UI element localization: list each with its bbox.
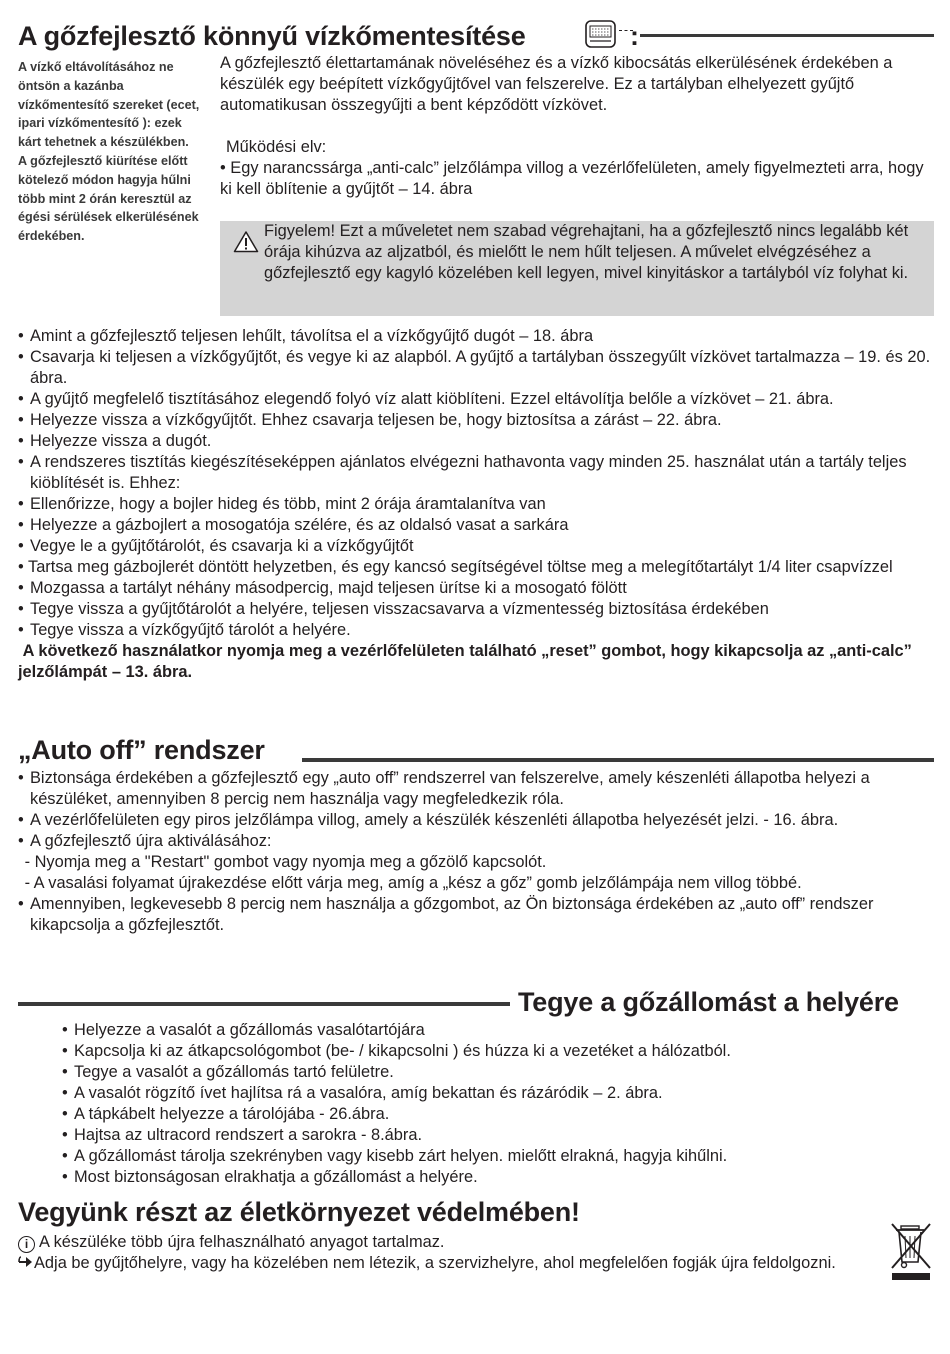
environment-line-2 (18, 1253, 888, 1274)
list-item-tilt: • Tartsa meg gázbojlerét döntött helyzetben, és egy kancsó segítségével töltse meg a melegítőtartályt 1/4 liter csapvízzel (18, 558, 893, 576)
list-item: • Amint a gőzfejlesztő teljesen lehűlt, távolítsa el a vízkőgyűjtő dugót – 18. ábra (18, 326, 938, 347)
storage-list (62, 1020, 922, 1188)
auto-off-body (18, 768, 938, 936)
list-item: • Amennyiben, legkevesebb 8 percig nem használja a gőzgombot, az Ön biztonsága érdekében az „auto off” rendszer kikapcsolja a gőzfejlesztőt. (18, 894, 938, 936)
principle-label: Működési elv: (226, 138, 327, 156)
environment-line-2-text: Adja be gyűjtőhelyre, vagy ha közelében nem létezik, a szervizhelyre, ahol megfelelően fogják újra feldolgozni. (34, 1254, 836, 1272)
list-item: • Helyezze a vasalót a gőzállomás vasalótartójára (62, 1020, 922, 1041)
list-item: • Kapcsolja ki az átkapcsológombot (be- / kikapcsolni ) és húzza ki a vezetéket a hálózatból. (62, 1041, 922, 1062)
principle-item (220, 158, 938, 200)
environment-line-1-text: A készüléke több újra felhasználható anyagot tartalmaz. (39, 1233, 445, 1251)
storage-body (62, 1020, 922, 1188)
list-item: • A gőzállomást tárolja szekrényben vagy kisebb zárt helyen. mielőtt elrakná, hagyja kihűlni. (62, 1146, 922, 1167)
sidebar-note (18, 58, 208, 246)
list-item: • Biztonsága érdekében a gőzfejlesztő egy „auto off” rendszerrel van felszerelve, amely készenléti állapotba helyezi a készüléket, amennyiben 8 percig nem használja vagy megfeledkezik róla. (18, 768, 938, 810)
crossed-out-bin-icon (888, 1222, 934, 1282)
list-item: • Vegye le a gyűjtőtárolót, és csavarja ki a vízkőgyűjtőt (18, 536, 938, 557)
section-title-storage: Tegye a gőzállomást a helyére (518, 987, 899, 1017)
environment-line-1 (18, 1232, 888, 1253)
dash-item-wait: - A vasalási folyamat újrakezdése előtt várja meg, amíg a „kész a gőz” gomb jelzőlámpája nem villog többé. (20, 874, 802, 892)
dash-item-restart: - Nyomja meg a "Restart" gombot vagy nyomja meg a gőzölő kapcsolót. (20, 853, 547, 871)
list-item: • Hajtsa az ultracord rendszert a sarokra - 8.ábra. (62, 1125, 922, 1146)
list-item: • Ellenőrizze, hogy a bojler hideg és több, mint 2 órája áramtalanítva van (18, 494, 938, 515)
list-item: • Tegye vissza a gyűjtőtárolót a helyére, teljesen visszacsavarva a vízmentesség biztosítása érdekében (18, 599, 938, 620)
info-circle-icon: i (18, 1236, 35, 1253)
descale-steps (18, 326, 938, 683)
list-item: • A vasalót rögzítő ívet hajlítsa rá a vasalóra, amíg bekattan és rázáródik – 2. ábra. (62, 1083, 922, 1104)
list-item: • Mozgassa a tartályt néhány másodpercig, majd teljesen ürítse ki a mosogató fölött (18, 578, 938, 599)
reset-note: A következő használatkor nyomja meg a vezérlőfelületen található „reset” gombot, hogy kikapcsolja az „anti-calc” jelzőlámpát – 13. ábra. (18, 642, 917, 681)
warning-text: Figyelem! Ezt a műveletet nem szabad végrehajtani, ha a gőzfejlesztő nincs legalább két órája kihúzva az aljzatból, és mielőtt le nem hűlt teljesen. A művelet elvégzéséhez a gőzfejlesztő egy kagyló közelében kell legyen, mivel kinyitáskor a tartályból víz folyhat ki. (264, 222, 909, 282)
auto-off-rule (302, 758, 934, 762)
intro-paragraph (220, 53, 938, 200)
list-item: • Most biztonságosan elrakhatja a gőzállomást a helyére. (62, 1167, 922, 1188)
principle-item-text: • Egy narancssárga „anti-calc” jelzőlámpa villog a vezérlőfelületen, amely figyelmezteti arra, hogy ki kell öblítenie a gyűjtőt – 14. ábra (220, 159, 924, 198)
list-item: • A vezérlőfelületen egy piros jelzőlámpa villog, amely a készülék készenléti állapotba helyezését jelzi. - 16. ábra. (18, 810, 938, 831)
list-item: • A tápkábelt helyezze a tárolójába - 26.ábra. (62, 1104, 922, 1125)
auto-off-list-2 (18, 894, 938, 936)
section-title-auto-off: „Auto off” rendszer (18, 735, 265, 765)
list-item: • A gyűjtő megfelelő tisztításához elegendő folyó víz alatt kiöblíteni. Ezzel eltávolítja belőle a vízkövet – 21. ábra. (18, 389, 938, 410)
arrow-right-icon (18, 1255, 34, 1269)
descale-collector-icon (584, 17, 618, 51)
intro-text: A gőzfejlesztő élettartamának növeléséhez és a vízkő kibocsátás elkerülésének érdekében a készülék egy beépített vízkőgyűjtővel van felszerelve. Ez a tartályban elhelyezett gyűjtő automatikusan összegyűjti a bent képződött vízkövet. (220, 54, 893, 114)
list-item: • Helyezze a gázbojlert a mosogatója szélére, és az oldalsó vasat a sarkára (18, 515, 938, 536)
list-item: • Tegye a vasalót a gőzállomás tartó felületre. (62, 1062, 922, 1083)
section-title-descale-text: A gőzfejlesztő könnyű vízkőmentesítése (18, 21, 526, 51)
warning-triangle-icon (233, 230, 259, 253)
list-item: • A gőzfejlesztő újra aktiválásához: (18, 831, 938, 852)
list-item: • Helyezze vissza a dugót. (18, 431, 938, 452)
section-title-descale (18, 20, 526, 52)
environment-body (18, 1232, 888, 1274)
title-colon: : (630, 21, 639, 51)
descale-steps-list-2 (18, 578, 938, 641)
section-title-environment: Vegyünk részt az életkörnyezet védelmében! (18, 1197, 580, 1227)
list-item: • A rendszeres tisztítás kiegészítéseképpen ajánlatos elvégezni hathavonta vagy minden 25. használat után a tartály teljes kiöblítését is. Ehhez: (18, 452, 938, 494)
list-item: • Csavarja ki teljesen a vízkőgyűjtőt, és vegye ki az alapból. A gyűjtő a tartályban összegyűlt vízkövet tartalmazza – 19. és 20. ábra. (18, 347, 938, 389)
descale-steps-list (18, 326, 938, 557)
storage-rule (18, 1002, 510, 1006)
list-item: • Helyezze vissza a vízkőgyűjtőt. Ehhez csavarja teljesen be, hogy biztosítsa a zárást – 22. ábra. (18, 410, 938, 431)
sidebar-note-text: A vízkő eltávolításához ne öntsön a kazánba vízkőmentesítő szereket (ecet, ipari vízkőmentesítő ): ezek kárt tehetnek a készülékben. A gőzfejlesztő kiürítése előtt kötelező módon hagyja hűlni több mint 2 órán keresztül az égési sérülések elkerülésének érdekében. (18, 60, 200, 244)
auto-off-list (18, 768, 938, 852)
list-item: • Tegye vissza a vízkőgyűjtő tárolót a helyére. (18, 620, 938, 641)
title-rule (640, 34, 934, 37)
